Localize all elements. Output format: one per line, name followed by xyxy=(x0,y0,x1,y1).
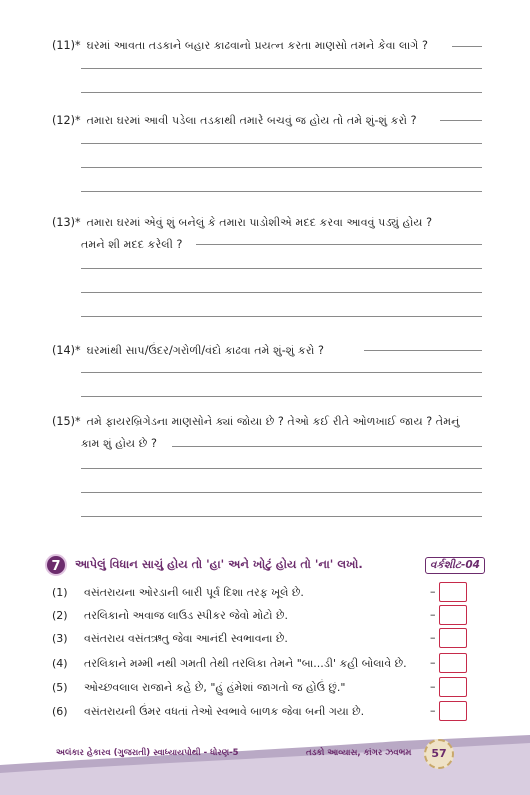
dash: – xyxy=(430,704,436,717)
tf-item-3: (3) વસંતરાય વસંતઋતુ જેવા આનંદી સ્વભાવના છે. – xyxy=(52,628,492,650)
question-text: તમારા ઘરમાં એવું શું બનેલું કે તમારા પાડોશીએ મદદ કરવા આવવું પડ્યું હોય ? xyxy=(86,216,433,229)
question-number: (15)* xyxy=(52,415,81,428)
question-12 xyxy=(52,111,482,130)
answer-line[interactable] xyxy=(364,350,482,351)
page-number: 57 xyxy=(424,739,454,769)
section-7-header xyxy=(45,554,485,576)
answer-box[interactable] xyxy=(439,628,467,648)
question-15-continuation: કામ શું હોય છે ? xyxy=(81,437,157,450)
answer-line[interactable] xyxy=(81,92,482,93)
tf-item-1: (1) વસંતરાયના ઓરડાની બારી પૂર્વ દિશા તરફ ખૂલે છે. – xyxy=(52,582,492,604)
section-number-badge: 7 xyxy=(45,554,67,576)
answer-line[interactable] xyxy=(196,244,482,245)
answer-box[interactable] xyxy=(439,582,467,602)
answer-box[interactable] xyxy=(439,677,467,697)
question-text: ઘરમાંથી સાપ/ઉંદર/ગરોળી/વંદો કાઢવા તમે શું-શું કરો ? xyxy=(86,344,324,357)
answer-line[interactable] xyxy=(81,191,482,192)
answer-box[interactable] xyxy=(439,605,467,625)
answer-line[interactable] xyxy=(81,468,482,469)
answer-line[interactable] xyxy=(452,46,482,47)
answer-line[interactable] xyxy=(81,492,482,493)
question-number: (11)* xyxy=(52,39,81,52)
worksheet-badge: વર્કશીટ-04 xyxy=(425,557,485,574)
footer-chapter-title: તડકો આવ્યાસ, કાંગર ઝવભમ xyxy=(306,748,412,758)
answer-line[interactable] xyxy=(81,292,482,293)
question-text: તમારા ઘરમાં આવી પડેલા તડકાથી તમારે બચવું જ હોય તો તમે શું-શું કરો ? xyxy=(86,114,417,127)
question-15 xyxy=(52,412,482,431)
dash: – xyxy=(430,656,436,669)
answer-line[interactable] xyxy=(172,446,482,447)
question-text: તમે ફાયરબ્રિગેડના માણસોને ક્યાં જોયા છે ? તેઓ કઈ રીતે ઓળખાઈ જાય ? તેમનું xyxy=(86,415,460,428)
footer-book-title: અલંકાર હેકારવ (ગુજરાતી) સ્વાધ્યાયપોથી - ધોરણ-5 xyxy=(56,748,239,758)
question-text: ઘરમાં આવતા તડકાને બહાર કાઢવાનો પ્રયત્ન કરતા માણસો તમને કેવા લાગે ? xyxy=(86,39,428,52)
dash: – xyxy=(430,585,436,598)
answer-line[interactable] xyxy=(81,396,482,397)
tf-item-6: (6) વસંતરાયની ઉંમર વધતાં તેઓ સ્વભાવે બાળક જેવા બની ગયા છે. – xyxy=(52,701,492,723)
tf-item-5: (5) ઓચ્છવલાલ રાજાને કહે છે, "હું હંમેશાં જાગતો જ હોઉં છું." – xyxy=(52,677,492,699)
answer-line[interactable] xyxy=(81,516,482,517)
answer-line[interactable] xyxy=(81,143,482,144)
question-number: (12)* xyxy=(52,114,81,127)
question-number: (13)* xyxy=(52,216,81,229)
answer-line[interactable] xyxy=(81,372,482,373)
question-11 xyxy=(52,36,482,55)
answer-line[interactable] xyxy=(81,167,482,168)
answer-line[interactable] xyxy=(81,68,482,69)
question-13-continuation: તમને શી મદદ કરેલી ? xyxy=(81,238,183,251)
answer-box[interactable] xyxy=(439,653,467,673)
dash: – xyxy=(430,631,436,644)
dash: – xyxy=(430,680,436,693)
question-number: (14)* xyxy=(52,344,81,357)
section-instruction: આપેલું વિધાન સાચું હોય તો 'હા' અને ખોટું હોય તો 'ના' લખો. xyxy=(75,557,363,571)
question-13 xyxy=(52,213,482,232)
answer-box[interactable] xyxy=(439,701,467,721)
tf-item-2: (2) તરલિકાનો અવાજ લાઉડ સ્પીકર જેવો મોટો છે. – xyxy=(52,605,492,627)
answer-line[interactable] xyxy=(81,316,482,317)
tf-item-4: (4) તરલિકાને મમ્મી નથી ગમતી તેથી તરલિકા તેમને "બા...ડી' કહી બોલાવે છે. – xyxy=(52,653,492,675)
dash: – xyxy=(430,608,436,621)
answer-line[interactable] xyxy=(81,268,482,269)
answer-line[interactable] xyxy=(440,120,482,121)
